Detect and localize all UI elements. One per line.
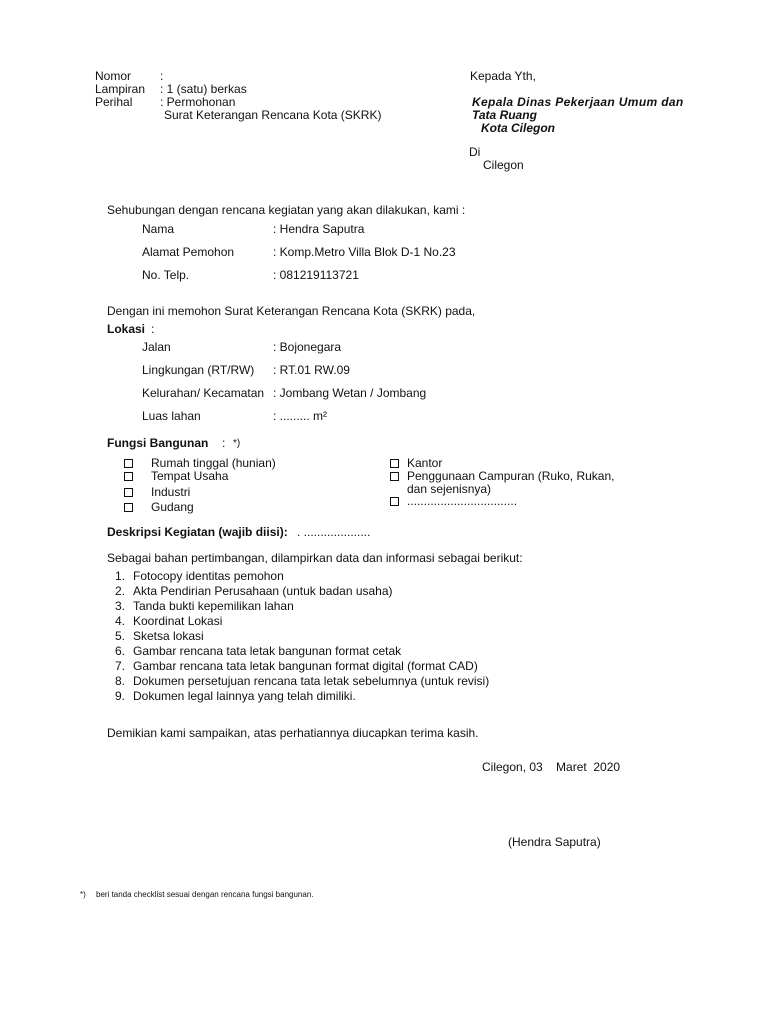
lingkungan-value: : RT.01 RW.09	[273, 363, 350, 377]
list-number: 6.	[115, 644, 126, 658]
checkbox-penggunaan-campuran[interactable]	[390, 472, 399, 481]
list-item: Gambar rencana tata letak bangunan format digital (format CAD)	[133, 659, 478, 673]
luas-value: : ......... m²	[273, 409, 327, 423]
jalan-label: Jalan	[142, 340, 171, 354]
lingkungan-label: Lingkungan (RT/RW)	[142, 363, 255, 377]
footnote-marker: *)	[80, 890, 86, 899]
checkbox-label-penggunaan-campuran: Penggunaan Campuran (Ruko, Rukan,	[407, 469, 615, 483]
footnote-text: beri tanda checklist sesuai dengan rencana fungsi bangunan.	[96, 890, 314, 899]
nama-value: : Hendra Saputra	[273, 222, 365, 236]
luas-label: Luas lahan	[142, 409, 201, 423]
request-intro: Dengan ini memohon Surat Keterangan Rencana Kota (SKRK) pada,	[107, 304, 476, 318]
list-item: Fotocopy identitas pemohon	[133, 569, 284, 583]
applicant-intro: Sehubungan dengan rencana kegiatan yang akan dilakukan, kami :	[107, 203, 466, 217]
list-item: Tanda bukti kepemilikan lahan	[133, 599, 294, 613]
deskripsi-label: Deskripsi Kegiatan (wajib diisi):	[107, 525, 288, 539]
kelurahan-value: : Jombang Wetan / Jombang	[273, 386, 427, 400]
lokasi-colon: :	[151, 322, 155, 336]
checkbox-label-industri: Industri	[151, 485, 191, 499]
list-number: 5.	[115, 629, 126, 643]
checkbox-rumah-tinggal[interactable]	[124, 459, 133, 468]
nomor-colon: :	[160, 69, 164, 83]
lokasi-label: Lokasi	[107, 322, 146, 336]
checkbox-label-kantor: Kantor	[407, 456, 443, 470]
checkbox-label-gudang: Gudang	[151, 500, 194, 514]
checkbox-gudang[interactable]	[124, 503, 133, 512]
checkbox-label-tempat-usaha: Tempat Usaha	[151, 469, 229, 483]
list-item: Dokumen persetujuan rencana tata letak sebelumnya (untuk revisi)	[133, 674, 490, 688]
list-item: Dokumen legal lainnya yang telah dimiliki.	[133, 689, 356, 703]
recipient-di: Di	[469, 145, 481, 159]
place-date: Cilegon, 03 Maret 2020	[482, 760, 621, 774]
checkbox-label-rumah-tinggal: Rumah tinggal (hunian)	[151, 456, 276, 470]
recipient-line-3: Kota Cilegon	[481, 121, 555, 135]
perihal-value-2: Surat Keterangan Rencana Kota (SKRK)	[164, 108, 382, 122]
fungsi-colon: :	[222, 436, 226, 450]
fungsi-marker: *)	[233, 438, 241, 449]
list-number: 4.	[115, 614, 126, 628]
perihal-value-1: : Permohonan	[160, 95, 236, 109]
list-item: Gambar rencana tata letak bangunan format cetak	[133, 644, 402, 658]
checkbox-kantor[interactable]	[390, 459, 399, 468]
list-number: 8.	[115, 674, 126, 688]
list-item: Sketsa lokasi	[133, 629, 204, 643]
recipient-line-1: Kepala Dinas Pekerjaan Umum dan	[472, 95, 684, 109]
list-number: 1.	[115, 569, 126, 583]
recipient-salutation: Kepada Yth,	[470, 69, 536, 83]
checkbox-label-penggunaan-campuran-cont: dan sejenisnya)	[407, 482, 492, 496]
closing-text: Demikian kami sampaikan, atas perhatiannya diucapkan terima kasih.	[107, 726, 479, 740]
list-item: Akta Pendirian Perusahaan (untuk badan usaha)	[133, 584, 393, 598]
list-number: 3.	[115, 599, 126, 613]
deskripsi-value: . ....................	[297, 525, 371, 539]
kelurahan-label: Kelurahan/ Kecamatan	[142, 386, 265, 400]
list-number: 7.	[115, 659, 126, 673]
lampiran-label: Lampiran	[95, 82, 146, 96]
lampiran-value: : 1 (satu) berkas	[160, 82, 247, 96]
recipient-line-2: Tata Ruang	[472, 108, 537, 122]
nama-label: Nama	[142, 222, 175, 236]
lampiran-intro: Sebagai bahan pertimbangan, dilampirkan data dan informasi sebagai berikut:	[107, 551, 523, 565]
telp-value: : 081219113721	[273, 268, 359, 282]
list-number: 9.	[115, 689, 126, 703]
nomor-label: Nomor	[95, 69, 132, 83]
telp-label: No. Telp.	[142, 268, 190, 282]
checkbox-tempat-usaha[interactable]	[124, 472, 133, 481]
checkbox-industri[interactable]	[124, 488, 133, 497]
alamat-value: : Komp.Metro Villa Blok D-1 No.23	[273, 245, 456, 259]
recipient-city: Cilegon	[483, 158, 524, 172]
fungsi-label: Fungsi Bangunan	[107, 436, 209, 450]
list-number: 2.	[115, 584, 126, 598]
checkbox-label-lainnya: .................................	[407, 494, 518, 508]
alamat-label: Alamat Pemohon	[142, 245, 235, 259]
jalan-value: : Bojonegara	[273, 340, 342, 354]
checkbox-lainnya[interactable]	[390, 497, 399, 506]
signature-name: (Hendra Saputra)	[508, 835, 601, 849]
list-item: Koordinat Lokasi	[133, 614, 223, 628]
perihal-label: Perihal	[95, 95, 133, 109]
